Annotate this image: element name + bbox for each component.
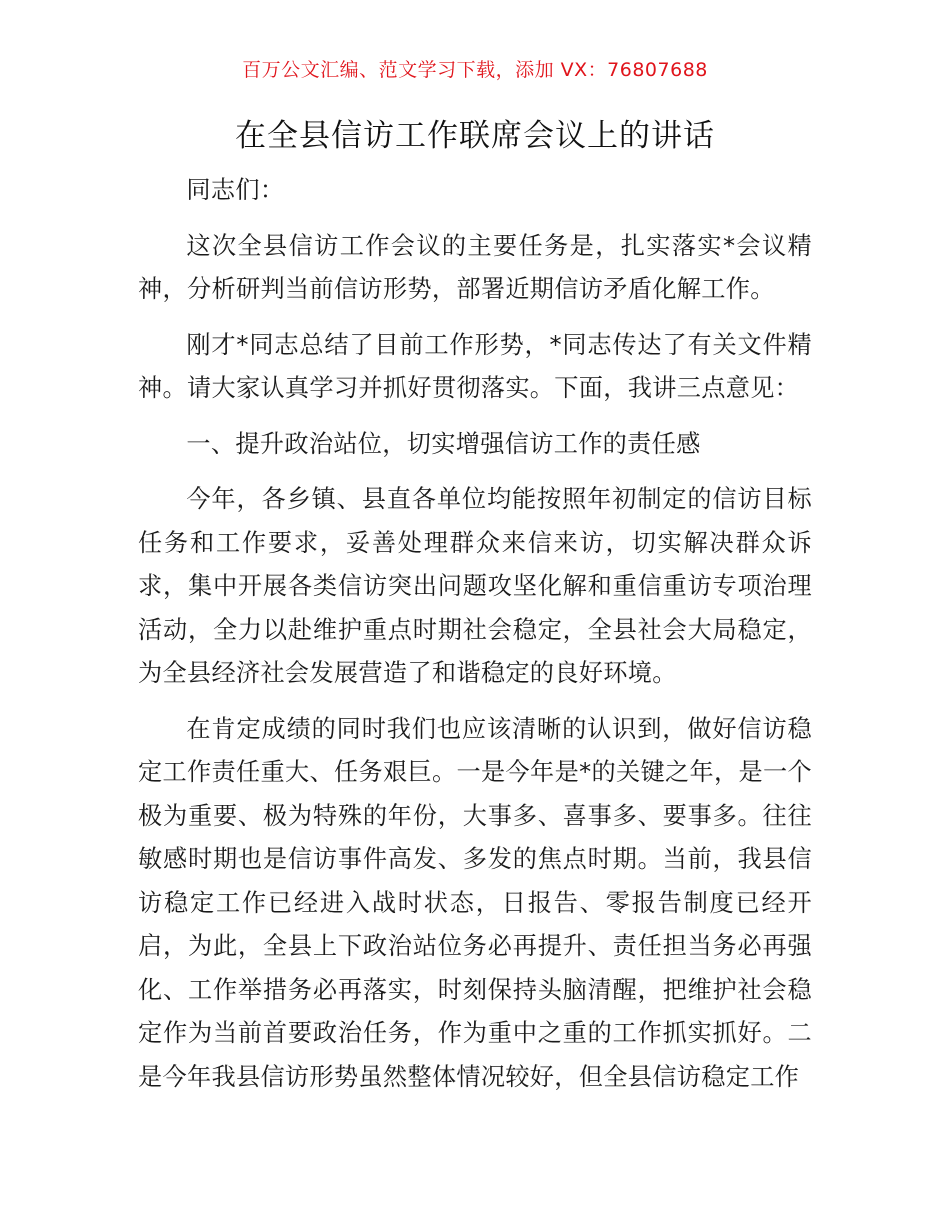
paragraph-challenges: 在肯定成绩的同时我们也应该清晰的认识到，做好信访稳定工作责任重大、任务艰巨。一是今年是*的关键之年，是一个极为重要、极为特殊的年份，大事多、喜事多、要事多。往往敏感时期也是信访事件高发、多发的焦点时期。当前，我县信访稳定工作已经进入战时状态，日报告、零报告制度已经开启，为此，全县上下政治站位务必再提升、责任担当务必再强化、工作举措务必再落实，时刻保持头脑清醒，把维护社会稳定作为当前首要政治任务，作为重中之重的工作抓实抓好。二是今年我县信访形势虽然整体情况较好，但全县信访稳定工作: [138, 714, 812, 1091]
paragraph-context: 刚才*同志总结了目前工作形势，*同志传达了有关文件精神。请大家认真学习并抓好贯彻落实。下面，我讲三点意见：: [138, 330, 812, 402]
section-heading-1: 一、提升政治站位，切实增强信访工作的责任感: [186, 429, 701, 458]
paragraph-intro: 这次全县信访工作会议的主要任务是，扎实落实*会议精神，分析研判当前信访形势，部署近期信访矛盾化解工作。: [138, 231, 812, 303]
document-title: 在全县信访工作联席会议上的讲话: [235, 118, 715, 154]
paragraph-achievements: 今年，各乡镇、县直各单位均能按照年初制定的信访目标任务和工作要求，妥善处理群众来信来访，切实解决群众诉求，集中开展各类信访突出问题攻坚化解和重信重访专项治理活动，全力以赴维护重点时期社会稳定，全县社会大局稳定，为全县经济社会发展营造了和谐稳定的良好环境。: [138, 485, 812, 687]
salutation: 同志们：: [186, 176, 285, 204]
promo-banner: 百万公文汇编、范文学习下载，添加 VX：76807688: [242, 59, 708, 81]
document-body: [138, 169, 812, 1111]
